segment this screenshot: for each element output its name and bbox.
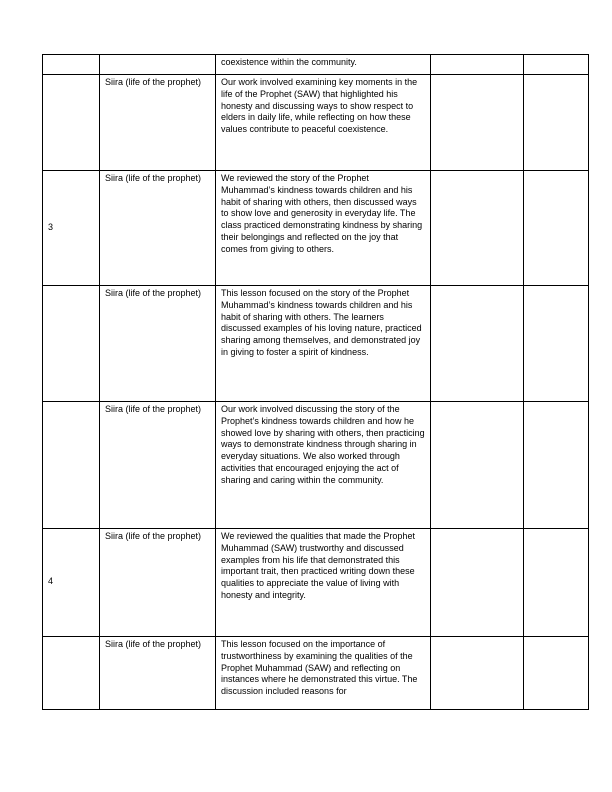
empty-cell [431,75,524,171]
table-row [43,637,589,710]
empty-cell [524,55,589,75]
subject-cell: Siira (life of the prophet) [100,171,216,286]
table-row [43,171,589,286]
table-row [43,55,589,75]
description-cell: We reviewed the story of the Prophet Muhammad’s kindness towards children and his habit of sharing with others, then discussed ways to show love and generosity in everyday life. The class practiced demonstrating kindness by sharing their belongings and reflected on the joy that comes from giving to others. [216,171,431,286]
empty-cell [524,637,589,710]
subject-cell: Siira (life of the prophet) [100,286,216,402]
week-cell [43,286,100,402]
description-cell: coexistence within the community. [216,55,431,75]
empty-cell [431,286,524,402]
description-cell: Our work involved examining key moments in the life of the Prophet (SAW) that highlighted his honesty and discussing ways to show respect to elders in daily life, while reflecting on how these values contribute to peaceful coexistence. [216,75,431,171]
subject-cell: Siira (life of the prophet) [100,402,216,529]
description-cell: This lesson focused on the story of the Prophet Muhammad’s kindness towards children and his habit of sharing with others. The learners discussed examples of his loving nature, practiced sharing among themselves, and demonstrated joy in giving to foster a spirit of kindness. [216,286,431,402]
empty-cell [431,171,524,286]
subject-cell: Siira (life of the prophet) [100,75,216,171]
table-row [43,286,589,402]
empty-cell [524,402,589,529]
table-row [43,75,589,171]
week-cell [43,637,100,710]
empty-cell [431,402,524,529]
empty-cell [524,286,589,402]
empty-cell [431,55,524,75]
description-cell: This lesson focused on the importance of trustworthiness by examining the qualities of the Prophet Muhammad (SAW) and reflecting on instances where he demonstrated this virtue. The discussion included reasons for [216,637,431,710]
table-row [43,402,589,529]
lesson-table [42,54,589,710]
empty-cell [431,529,524,637]
empty-cell [524,75,589,171]
table-row [43,529,589,637]
week-cell: 3 [43,171,100,286]
subject-cell: Siira (life of the prophet) [100,529,216,637]
empty-cell [524,171,589,286]
week-cell [43,55,100,75]
week-cell: 4 [43,529,100,637]
week-cell [43,75,100,171]
description-cell: Our work involved discussing the story of the Prophet’s kindness towards children and how he showed love by sharing with others, then practicing ways to demonstrate kindness through sharing in everyday situations. We also worked through activities that encouraged enjoying the act of sharing and caring within the community. [216,402,431,529]
subject-cell [100,55,216,75]
empty-cell [524,529,589,637]
subject-cell: Siira (life of the prophet) [100,637,216,710]
empty-cell [431,637,524,710]
description-cell: We reviewed the qualities that made the Prophet Muhammad (SAW) trustworthy and discussed examples from his life that demonstrated this important trait, then practiced writing down these qualities to appreciate the value of living with honesty and integrity. [216,529,431,637]
week-cell [43,402,100,529]
